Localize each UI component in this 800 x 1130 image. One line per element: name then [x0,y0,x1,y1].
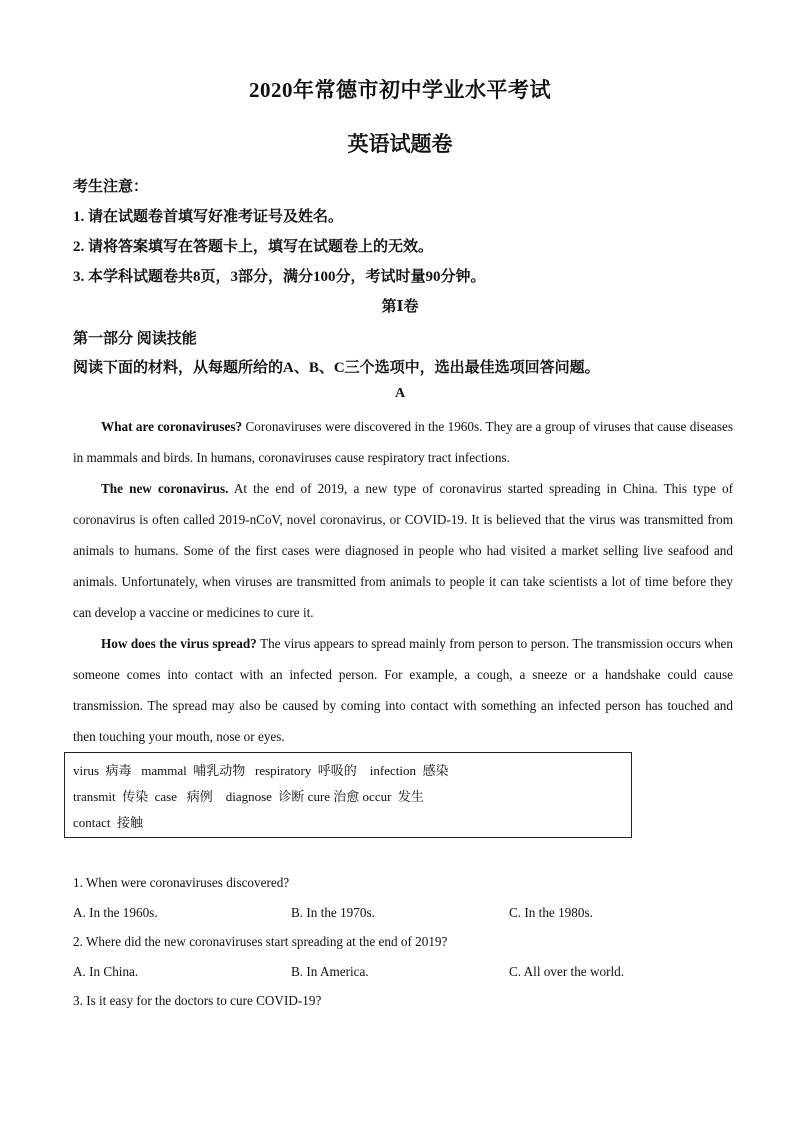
passage-paragraph [73,628,733,752]
option-a: A. In the 1960s. [73,904,158,920]
part-heading: 第一部分 阅读技能 [73,331,197,347]
candidate-notes [73,176,733,296]
question-text: 3. Is it easy for the doctors to cure COVID-19? [73,993,322,1008]
questions [73,870,753,1018]
answer-options [73,900,753,930]
paragraph-lead: The new coronavirus. [101,481,229,496]
question-text: 2. Where did the new coronaviruses start spreading at the end of 2019? [73,934,448,949]
paragraph-lead: What are coronaviruses? [101,419,243,434]
answer-options [73,959,753,989]
reading-passage [73,411,733,752]
question-text: 1. When were coronaviruses discovered? [73,875,290,890]
exam-title: 2020年常德市初中学业水平考试 [249,78,551,102]
option-a: A. In China. [73,963,139,979]
vocab-row: contact 接触 [73,815,144,830]
paragraph-text: At the end of 2019, a new type of coronavirus started spreading in China. This type of coronavirus is often called 2019-nCoV, novel coronavirus, or COVID-19. It is believed that the virus was transmitted from animals to humans. Some of the first cases were diagnosed in people who had visited a market selling live seafood and animals. Unfortunately, when viruses are transmitted from animals to people it can take scientists a lot of time before they can develop a vaccine or medicines to cure it. [73,481,733,620]
note-item: 1. 请在试题卷首填写好准考证号及姓名。 [73,209,344,225]
option-c: C. All over the world. [509,963,625,979]
option-c: C. In the 1980s. [509,904,593,920]
passage-paragraph [73,473,733,628]
section-label: A [394,386,406,401]
instructions: 阅读下面的材料，从每题所给的A、B、C三个选项中，选出最佳选项回答问题。 [73,360,600,376]
volume-heading: 第Ⅰ卷 [381,299,419,315]
option-b: B. In the 1970s. [291,904,375,920]
vocabulary-box [64,752,632,838]
note-item: 3. 本学科试题卷共8页，3部分，满分100分，考试时量90分钟。 [73,269,486,285]
paragraph-text: The virus appears to spread mainly from person to person. The transmission occurs when someone comes into contact with an infected person. For example, a cough, a sneeze or a handshake could cause transmission. The spread may also be caused by coming into contact with something an infected person has touched and then touching your mouth, nose or eyes. [73,636,733,744]
passage-paragraph [73,411,733,473]
paragraph-text: Coronaviruses were discovered in the 1960s. They are a group of viruses that cause diseases in mammals and birds. In humans, coronaviruses cause respiratory tract infections. [73,419,733,465]
paragraph-lead: How does the virus spread? [101,636,257,651]
note-item: 2. 请将答案填写在答题卡上，填写在试题卷上的无效。 [73,239,434,255]
option-b: B. In America. [291,963,369,979]
notes-heading: 考生注意： [73,179,149,195]
exam-subtitle: 英语试题卷 [347,132,453,156]
vocab-row: transmit 传染 case 病例 diagnose 诊断 cure 治愈 occur 发生 [73,789,424,804]
vocab-row: virus 病毒 mammal 哺乳动物 respiratory 呼吸的 infection 感染 [73,763,449,778]
